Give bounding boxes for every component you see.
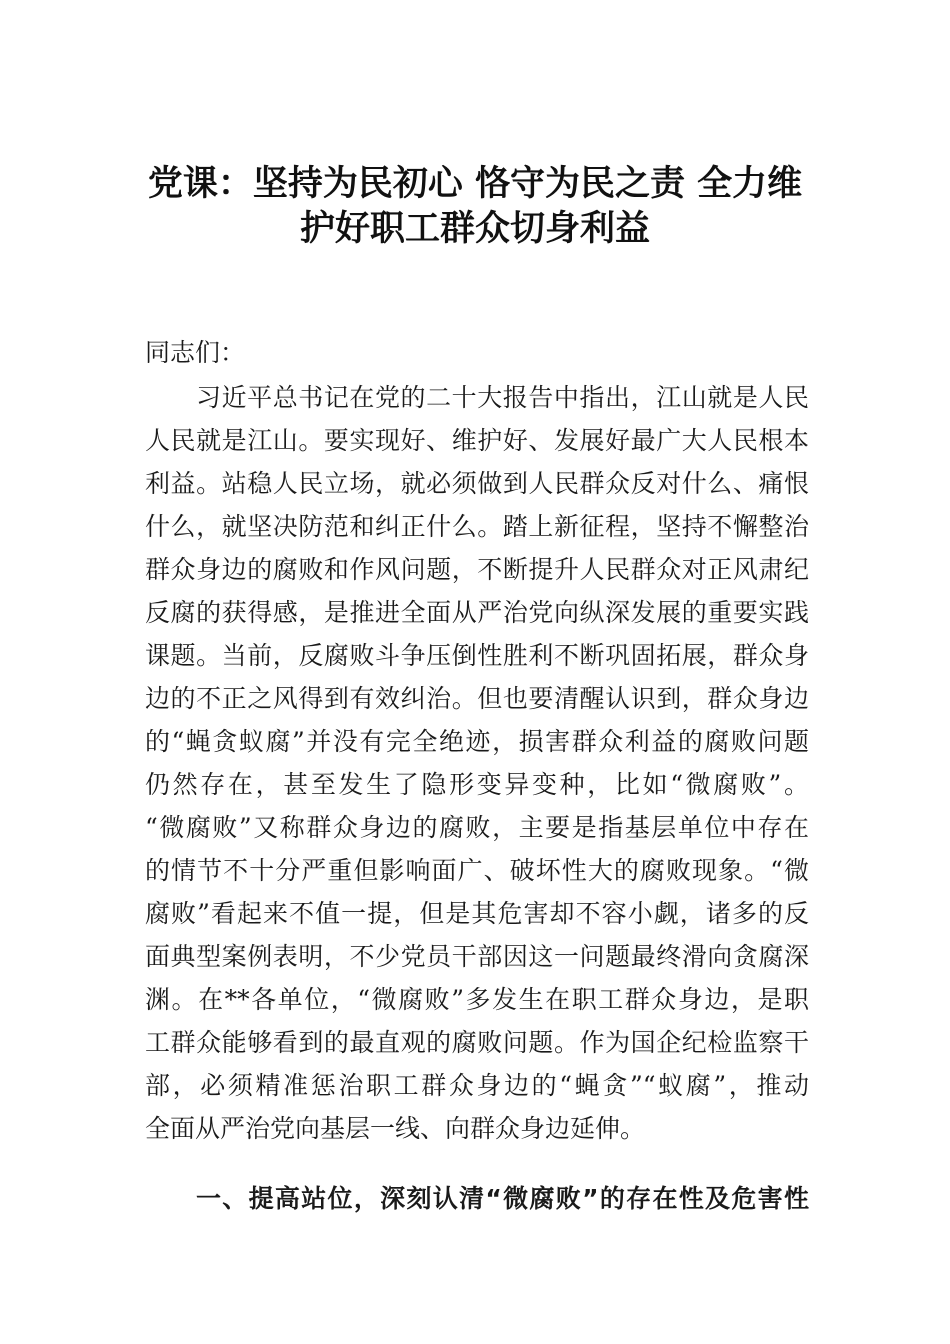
paragraph-line: 全面从严治党向基层一线、向群众身边延伸。 [145, 1114, 646, 1143]
paragraph-line: 腐败”看起来不值一提，但是其危害却不容小觑，诸多的反 [145, 899, 809, 928]
section-heading: 一、提高站位，深刻认清“微腐败”的存在性及危害性 [196, 1184, 809, 1213]
paragraph-line: 部，必须精准惩治职工群众身边的“蝇贪”“蚁腐”，推动 [145, 1071, 810, 1100]
paragraph-line: 仍然存在，甚至发生了隐形变异变种，比如“微腐败”。 [145, 770, 809, 799]
paragraph-line: 什么，就坚决防范和纠正什么。踏上新征程，坚持不懈整治 [145, 512, 809, 541]
document-title-line-1: 党课：坚持为民初心 恪守为民之责 全力维 [147, 163, 803, 204]
paragraph-line: 利益。站稳人民立场，就必须做到人民群众反对什么、痛恨 [145, 469, 809, 498]
paragraph-line: 反腐的获得感，是推进全面从严治党向纵深发展的重要实践 [145, 598, 809, 627]
paragraph-line: 课题。当前，反腐败斗争压倒性胜利不断巩固拓展，群众身 [145, 641, 809, 670]
paragraph-line: 群众身边的腐败和作风问题，不断提升人民群众对正风肃纪 [145, 555, 809, 584]
paragraph-line: 工群众能够看到的最直观的腐败问题。作为国企纪检监察干 [145, 1028, 809, 1057]
paragraph-line: “微腐败”又称群众身边的腐败，主要是指基层单位中存在 [145, 813, 809, 842]
paragraph-line: 的情节不十分严重但影响面广、破坏性大的腐败现象。“微 [145, 856, 809, 885]
paragraph-line: 的“蝇贪蚁腐”并没有完全绝迹，损害群众利益的腐败问题 [145, 727, 809, 756]
paragraph-line: 边的不正之风得到有效纠治。但也要清醒认识到，群众身边 [145, 684, 809, 713]
document-title-line-2: 护好职工群众切身利益 [299, 208, 650, 249]
paragraph-line: 渊。在**各单位，“微腐败”多发生在职工群众身边，是职 [145, 985, 809, 1014]
paragraph-line: 面典型案例表明，不少党员干部因这一问题最终滑向贪腐深 [145, 942, 809, 971]
salutation: 同志们： [145, 338, 246, 367]
paragraph-line: 人民就是江山。要实现好、维护好、发展好最广大人民根本 [145, 426, 809, 455]
paragraph-line: 习近平总书记在党的二十大报告中指出，江山就是人民 [196, 383, 809, 412]
